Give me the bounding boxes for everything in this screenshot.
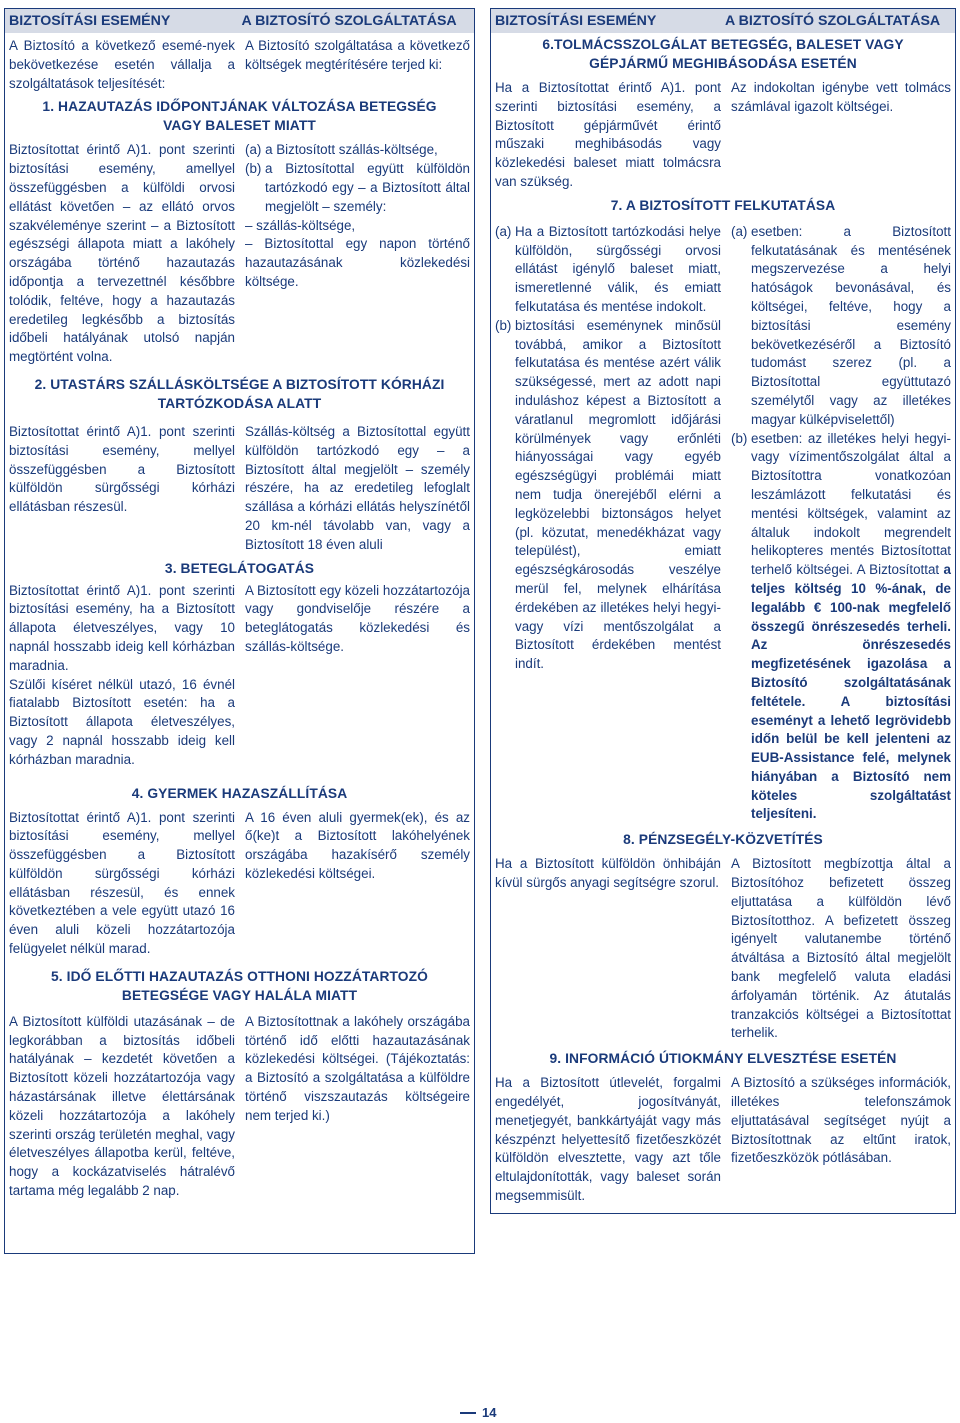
table-header <box>5 9 474 33</box>
section-7-service-b: (b) esetben: az illetékes helyi hegyi- vagy vízimentőszolgálat által a Biztosítottra vonatkozóan leszámlázott felkutatási és mentési költségek, valamint az általuk indokolt megrendelt helikopteres mentés Biztosítottat terhelő költségei. A Biztosítottat a teljes költség 10 %-ának, de legalább € 100-nak megfelelő összegű önrészesedés terheli. Az önrészesedés megfizetésének igazolása a Biztosító szolgáltatásának feltétele. A biztosítási eseményt a lehető legrövidebb időn belül be kell jelenteni az EUB-Assistance felé, melynek hiányában a Biztosító nem köteles szolgáltatást teljesíteni. <box>731 430 951 822</box>
section-7-service <box>725 223 951 825</box>
section-1-item-a: (a) a Biztosított szállás-költsége, <box>245 142 438 158</box>
header-event: BIZTOSÍTÁSI ESEMÉNY <box>9 12 171 29</box>
intro-row <box>5 33 474 93</box>
section-3-event: Biztosítottat érintő A)1. pont szerinti biztosítási esemény, ha a Biztosított állapota életveszélyes, vagy 10 napnál hosszabb ideig kell kórházban maradnia. Szülői kíséret nélkül utazó, 16 évnél fiatalabb Biztosított esetén: ha a Biztosított állapota életveszélyes, vagy 2 napnál hosszabb ideig kell kórházban maradnia. <box>9 582 235 767</box>
section-8-row <box>491 851 955 1043</box>
section-1-row <box>5 137 474 367</box>
section-2-row <box>5 415 474 555</box>
section-1-item-b: (b) a Biztosítottal együtt külföldön tartózkodó egy – a Biztosított által megjelölt – személy: <box>245 161 470 214</box>
section-7-title: 7. A BIZTOSÍTOTT FELKUTATÁSA <box>610 197 836 213</box>
section-1-service <box>239 141 470 367</box>
header-event-right: BIZTOSÍTÁSI ESEMÉNY <box>495 12 657 29</box>
section-5-event: A Biztosított külföldi utazásának – de legkorábban a biztosítás időbeli hatályának – kezdetét követően a Biztosított közeli hozzátartozója vagy házastársának illetve élettársának közeli hozzátartozója a lakóhely szerinti ország területén meghal, vagy életveszélyes állapotba kerül, feltéve, hogy a kockázatviselés hátralévő tartama még legalább 2 nap. <box>9 1013 235 1199</box>
section-5-title: 5. IDŐ ELŐTTI HAZAUTAZÁS OTTHONI HOZZÁTARTOZÓ BETEGSÉGE VAGY HALÁLA MIATT <box>51 968 428 1003</box>
section-6-event: Ha a Biztosítottat érintő A)1. pont szerinti biztosítási esemény, a Biztosított gépjárművét érintő műszaki meghibásodás vagy közlekedési baleset miatt tolmácsra van szükség. <box>495 80 721 189</box>
section-6-title: 6.TOLMÁCSSZOLGÁLAT BETEGSÉG, BALESET VAGY GÉPJÁRMŰ MEGHIBÁSODÁSA ESETÉN <box>542 37 904 71</box>
section-3-title: 3. BETEGLÁTOGATÁS <box>164 560 315 576</box>
section-1-item-b2: – Biztosítottal egy napon történő hazautazásának közlekedési költsége. <box>245 236 470 289</box>
section-6-row <box>491 75 955 192</box>
intro-event: A Biztosító a következő esemé-nyek bekövetkezése esetén vállalja a szolgáltatások teljesítését: <box>9 38 235 91</box>
section-7-event <box>495 223 725 825</box>
section-6-service: Az indokoltan igénybe vett tolmács számlával igazolt költségei. <box>731 80 951 114</box>
section-7-event-b: (b) biztosítási eseménynek minősül továbbá, amikor a Biztosított felkutatása és mentése azért válik szükségessé, mert az adott napi induláshoz képest a Biztosított a váratlanul megromlott időjárási körülmények vagy erőnléti hiányosságai vagy egyéb egészségügyi problémái miatt nem tudja önerejéből elérni a legközelebbi biztonságos helyet (pl. közutat, menedékházat vagy települést), emiatt egészségkárosodás veszélye merül fel, melynek elhárítása érdekében az illetékes helyi hegyi- vagy vízi mentőszolgálat a Biztosított érdekében mentést indít. <box>495 317 721 672</box>
section-2-title: 2. UTASTÁRS SZÁLLÁSKÖLTSÉGE A BIZTOSÍTOTT KÓRHÁZI TARTÓZKODÁSA ALATT <box>34 376 445 411</box>
section-4-service: A 16 éven aluli gyermek(ek), és az ő(ke)t a Biztosított lakóhelyének országába hazakísérő személy közlekedési költségei. <box>245 809 470 881</box>
section-1-event: Biztosítottat érintő A)1. pont szerinti biztosítási esemény, amellyel összefüggésben a külföldi orvosi ellátást követően – az ellátó orvos szakvéleménye szerint – a Biztosított egészségi állapota miatt a lakóhely országába történő hazautazás időpontja a tervezettnél későbbre tolódik, feltéve, hogy a hazautazás eredetileg legkésőbb a biztosítás időbeli hatályának utolsó napján megtörtént volna. <box>9 142 235 365</box>
section-9-title: 9. INFORMÁCIÓ ÚTIOKMÁNY ELVESZTÉSE ESETÉN <box>549 1051 897 1067</box>
section-9-row <box>491 1070 955 1206</box>
section-3-row <box>5 580 474 770</box>
section-4-row <box>5 805 474 959</box>
section-9-event: Ha a Biztosított útlevelét, forgalmi engedélyét, jogosítványát, menetjegyét, bankkártyáját vagy más készpénzt helyettesítő fizetőeszközét külföldön elvesztette, vagy azt tőle eltulajdonították, vagy baleset során megsemmisült. <box>495 1075 721 1204</box>
header-service-right: A BIZTOSÍTÓ SZOLGÁLTATÁSA <box>725 12 941 29</box>
intro-service: A Biztosító szolgáltatása a következő költségek megtérítésére terjed ki: <box>245 38 470 72</box>
section-5-row <box>5 1007 474 1201</box>
section-7-service-a: (a) esetben: a Biztosított felkutatásának és mentésének megszervezése a helyi hatóságok bevonásával, és költségei, feltéve, hogy a biztosítási esemény bekövetkezéséről a Biztosító tudomást szerez (pl. a Biztosítottal együttutazó személytől vagy az illetékes magyar külképviselettől) <box>731 223 951 427</box>
page-number-rule <box>460 1412 476 1414</box>
section-8-event: Ha a Biztosított külföldön önhibáján kívül sürgős anyagi segítségre szorul. <box>495 856 721 891</box>
section-7-row <box>491 217 955 825</box>
section-5-service: A Biztosítottnak a lakóhely országába történő idő előtti hazautazásának közlekedési költségei. (Tájékoztatás: a Biztosító a szolgáltatása a külföldre történő viszszautazás költségeire nem terjed ki.) <box>245 1013 470 1123</box>
section-4-title: 4. GYERMEK HAZASZÁLLÍTÁSA <box>131 785 348 801</box>
page-number: 14 <box>460 1404 496 1423</box>
left-column <box>4 8 475 1254</box>
section-1-item-b1: – szállás-költsége, <box>245 217 356 233</box>
section-4-event: Biztosítottat érintő A)1. pont szerinti biztosítási esemény, mellyel összefüggésben a Biztosított külföldön sürgősségi kórházi ellátásban részesül, és ennek következtében a vele együtt utazó 16 éven aluli közeli hozzátartozója felügyelet nélkül marad. <box>9 809 235 957</box>
section-8-title: 8. PÉNZSEGÉLY-KÖZVETÍTÉS <box>623 832 823 848</box>
section-1-title: 1. HAZAUTAZÁS IDŐPONTJÁNAK VÁLTOZÁSA BETEGSÉG VAGY BALESET MIATT <box>42 99 437 134</box>
section-2-event: Biztosítottat érintő A)1. pont szerinti biztosítási esemény, mellyel összefüggésben a Biztosított külföldön sürgősségi kórházi ellátásban részesül. <box>9 423 235 515</box>
header-service: A BIZTOSÍTÓ SZOLGÁLTATÁSA <box>241 12 457 29</box>
table-header-right <box>491 9 955 33</box>
section-7-event-a: (a) Ha a Biztosított tartózkodási helye külföldön, sürgősségi orvosi ellátást igénylő baleset miatt, ismeretlenné válik, és emiatt felkutatása és mentése indokolt. <box>495 223 721 314</box>
section-2-service: Szállás-költség a Biztosítottal együtt külföldön tartózkodó egy – a Biztosított által megjelölt – személy részére, ha az eredetileg lefoglalt szállása a kórházi ellátás helyszínétől 20 km-nél távolabb van, vagy a Biztosított 18 éven aluli <box>245 423 470 552</box>
right-column <box>490 8 956 1214</box>
section-8-service: A Biztosított megbízottja által a Biztosítóhoz befizetett összeg eljuttatása a külföldön lévő Biztosítotthoz. A befizetett összeg igényelt valutanembe történő átváltása a Biztosító által megjelölt bank megfelelő valuta eladási árfolyamán történik. Az átutalás tranzakciós költségei a Biztosítottat terhelik. <box>731 856 951 1041</box>
section-3-service: A Biztosított egy közeli hozzátartozója vagy gondviselője részére a beteglátogatás közlekedési és szállás-költsége. <box>245 582 470 654</box>
section-9-service: A Biztosító a szükséges információk, illetékes telefonszámok eljuttatásával segítséget nyújt a Biztosítottnak az eltűnt iratok, fizetőeszközök pótlásában. <box>731 1075 951 1166</box>
